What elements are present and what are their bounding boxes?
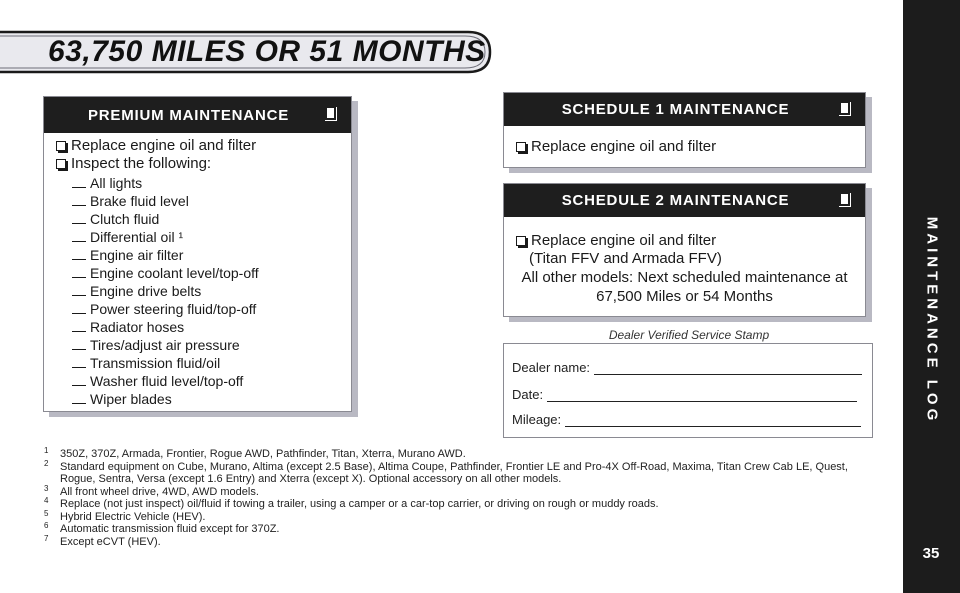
blank-line bbox=[72, 367, 86, 368]
inspect-item: Engine drive belts bbox=[72, 283, 201, 299]
title-banner bbox=[0, 30, 494, 74]
footnote: 6 Automatic transmission fluid except for 370Z. bbox=[44, 521, 280, 535]
stamp-caption: Dealer Verified Service Stamp bbox=[608, 328, 770, 342]
dealer-name-field[interactable]: Dealer name: bbox=[512, 360, 862, 375]
side-tab-label bbox=[903, 200, 960, 440]
date-line[interactable] bbox=[547, 389, 857, 402]
inspect-item: Power steering fluid/top-off bbox=[72, 301, 256, 317]
schedule2-next-service: 67,500 Miles or 54 Months bbox=[596, 288, 773, 305]
checklist-item[interactable]: Replace engine oil and filter bbox=[516, 138, 716, 155]
inspect-item: Engine air filter bbox=[72, 247, 183, 263]
dealer-stamp-box bbox=[503, 343, 873, 438]
blank-line bbox=[72, 241, 86, 242]
section-label: MAINTENANCE LOG bbox=[923, 216, 940, 424]
blank-line bbox=[72, 313, 86, 314]
inspect-item: Clutch fluid bbox=[72, 211, 159, 227]
header-checkbox-icon bbox=[839, 102, 851, 116]
page-title: 63,750 MILES OR 51 MONTHS bbox=[48, 35, 486, 68]
schedule2-maintenance-header bbox=[504, 184, 865, 217]
blank-line bbox=[72, 331, 86, 332]
schedule1-maintenance-box bbox=[503, 92, 866, 168]
footnote: 5 Hybrid Electric Vehicle (HEV). bbox=[44, 508, 206, 523]
inspect-item: Washer fluid level/top-off bbox=[72, 373, 243, 389]
page-number: 35 bbox=[922, 545, 940, 562]
footnote: 2 Standard equipment on Cube, Murano, Altima (except 2.5 Base), Altima Coupe, Pathfinder, Frontier LE and Pro-4X Off-Road, Maxima, Titan Crew Cab LE, Quest, Rogue, Sentra, Versa (except 1.6 Entry) and Xterra (except X). Optional accessory on all other models. bbox=[44, 458, 848, 485]
blank-line bbox=[72, 259, 86, 260]
date-field[interactable]: Date: bbox=[512, 387, 857, 402]
schedule2-maintenance-title: SCHEDULE 2 MAINTENANCE bbox=[561, 192, 790, 209]
schedule1-maintenance-header bbox=[504, 93, 865, 126]
schedule2-other-models: All other models: Next scheduled maintenance at bbox=[521, 269, 848, 286]
inspect-item: Wiper blades bbox=[72, 391, 172, 407]
blank-line bbox=[72, 223, 86, 224]
checklist-item[interactable]: Replace engine oil and filter bbox=[56, 137, 256, 154]
premium-maintenance-title: PREMIUM MAINTENANCE bbox=[87, 106, 290, 124]
footnote: 7 Except eCVT (HEV). bbox=[44, 533, 161, 548]
blank-line bbox=[72, 277, 86, 278]
header-checkbox-icon bbox=[325, 107, 337, 121]
footnotes bbox=[44, 448, 884, 548]
inspect-item: Transmission fluid/oil bbox=[72, 355, 220, 371]
blank-line bbox=[72, 403, 86, 404]
footnote: 1 350Z, 370Z, Armada, Frontier, Rogue AWD, Pathfinder, Titan, Xterra, Murano AWD. bbox=[44, 446, 466, 460]
footnote: 4 Replace (not just inspect) oil/fluid if towing a trailer, using a camper or a car-top carrier, or driving on rough or muddy roads. bbox=[44, 496, 659, 510]
checkbox-icon[interactable] bbox=[56, 141, 66, 151]
blank-line bbox=[72, 295, 86, 296]
checkbox-icon[interactable] bbox=[516, 142, 526, 152]
premium-maintenance-header bbox=[44, 97, 351, 133]
schedule1-maintenance-title: SCHEDULE 1 MAINTENANCE bbox=[561, 101, 790, 118]
blank-line bbox=[72, 349, 86, 350]
inspect-item: All lights bbox=[72, 175, 142, 191]
checklist-item[interactable]: Replace engine oil and filter bbox=[516, 232, 716, 249]
header-checkbox-icon bbox=[839, 193, 851, 207]
inspect-item: Tires/adjust air pressure bbox=[72, 337, 240, 353]
checklist-item[interactable]: Inspect the following: bbox=[56, 155, 211, 172]
blank-line bbox=[72, 205, 86, 206]
inspect-item: Radiator hoses bbox=[72, 319, 184, 335]
dealer-name-line[interactable] bbox=[594, 362, 862, 375]
blank-line bbox=[72, 187, 86, 188]
inspect-item: Differential oil ¹ bbox=[72, 229, 183, 245]
premium-maintenance-box bbox=[43, 96, 352, 412]
blank-line bbox=[72, 385, 86, 386]
mileage-field[interactable]: Mileage: bbox=[512, 412, 861, 427]
schedule2-item-note: (Titan FFV and Armada FFV) bbox=[529, 250, 722, 267]
inspect-item: Brake fluid level bbox=[72, 193, 189, 209]
mileage-line[interactable] bbox=[565, 414, 861, 427]
schedule2-maintenance-box bbox=[503, 183, 866, 317]
checkbox-icon[interactable] bbox=[56, 159, 66, 169]
inspect-item: Engine coolant level/top-off bbox=[72, 265, 259, 281]
checkbox-icon[interactable] bbox=[516, 236, 526, 246]
footnote: 3 All front wheel drive, 4WD, AWD models. bbox=[44, 483, 259, 498]
